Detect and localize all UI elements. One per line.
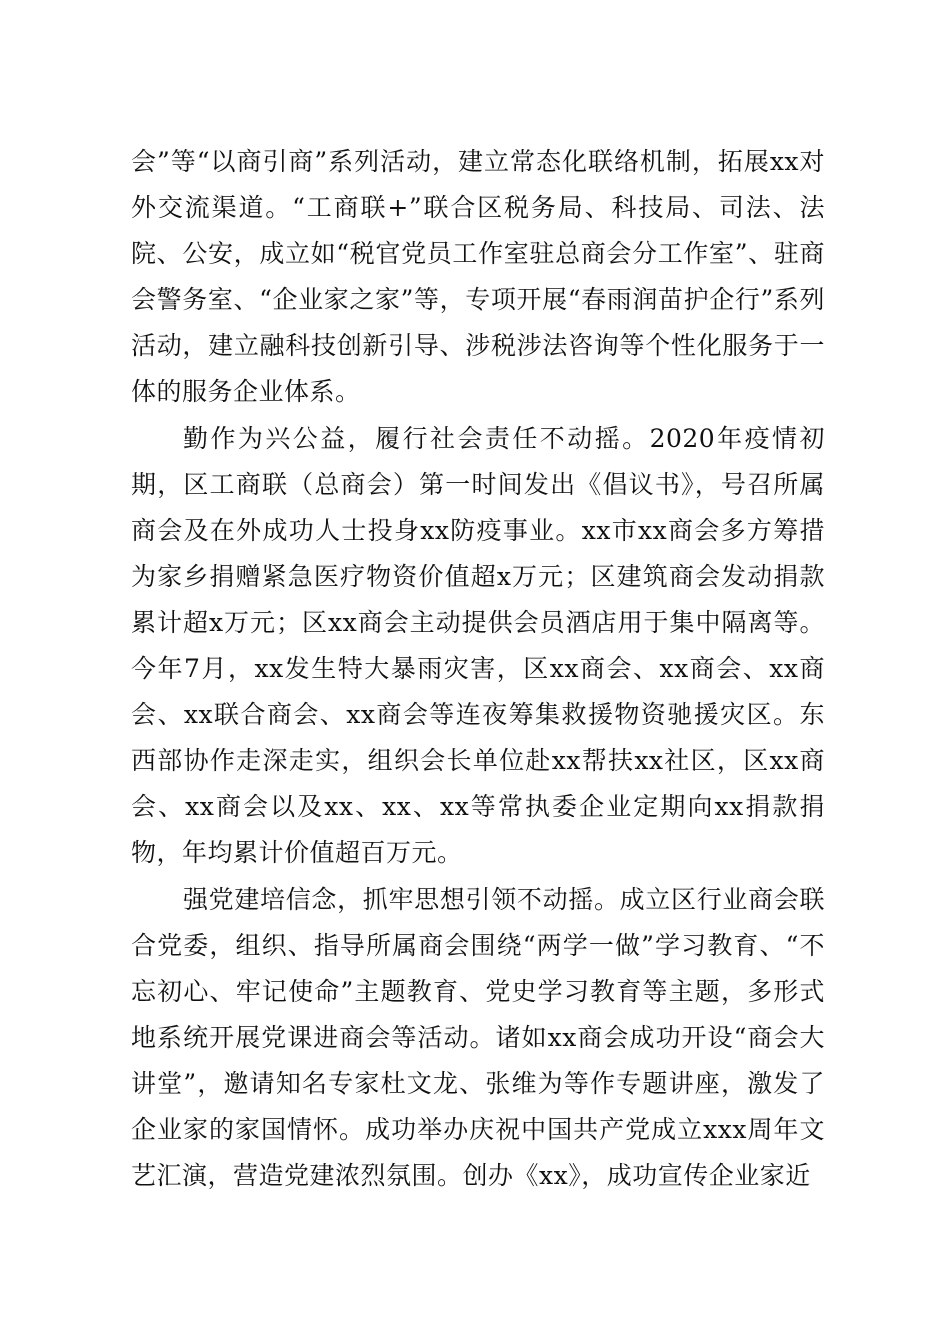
paragraph-continued: 会”等“以商引商”系列活动，建立常态化联络机制，拓展xx对外交流渠道。“工商联+”联合区税务局、科技局、司法、法院、公安，成立如“税官党员工作室驻总商会分工作室”、驻商会警务室、“企业家之家”等，专项开展“春雨润苗护企行”系列活动，建立融科技创新引导、涉税涉法咨询等个性化服务于一体的服务企业体系。: [131, 147, 825, 407]
document-body: [131, 139, 825, 1199]
paragraph-party-building: 强党建培信念，抓牢思想引领不动摇。成立区行业商会联合党委，组织、指导所属商会围绕“两学一做”学习教育、“不忘初心、牢记使命”主题教育、党史学习教育等主题，多形式地系统开展党课进商会等活动。诸如xx商会成功开设“商会大讲堂”，邀请知名专家杜文龙、张维为等作专题讲座，激发了企业家的家国情怀。成功举办庆祝中国共产党成立xxx周年文艺汇演，营造党建浓烈氛围。创办《xx》，成功宣传企业家近: [131, 884, 825, 1191]
paragraph-public-welfare: 勤作为兴公益，履行社会责任不动摇。2020年疫情初期，区工商联（总商会）第一时间发出《倡议书》，号召所属商会及在外成功人士投身xx防疫事业。xx市xx商会多方筹措为家乡捐赠紧急医疗物资价值超x万元；区建筑商会发动捐款累计超x万元；区xx商会主动提供会员酒店用于集中隔离等。今年7月，xx发生特大暴雨灾害，区xx商会、xx商会、xx商会、xx联合商会、xx商会等连夜筹集救援物资驰援灾区。东西部协作走深走实，组织会长单位赴xx帮扶xx社区，区xx商会、xx商会以及xx、xx、xx等常执委企业定期向xx捐款捐物，年均累计价值超百万元。: [131, 423, 825, 868]
